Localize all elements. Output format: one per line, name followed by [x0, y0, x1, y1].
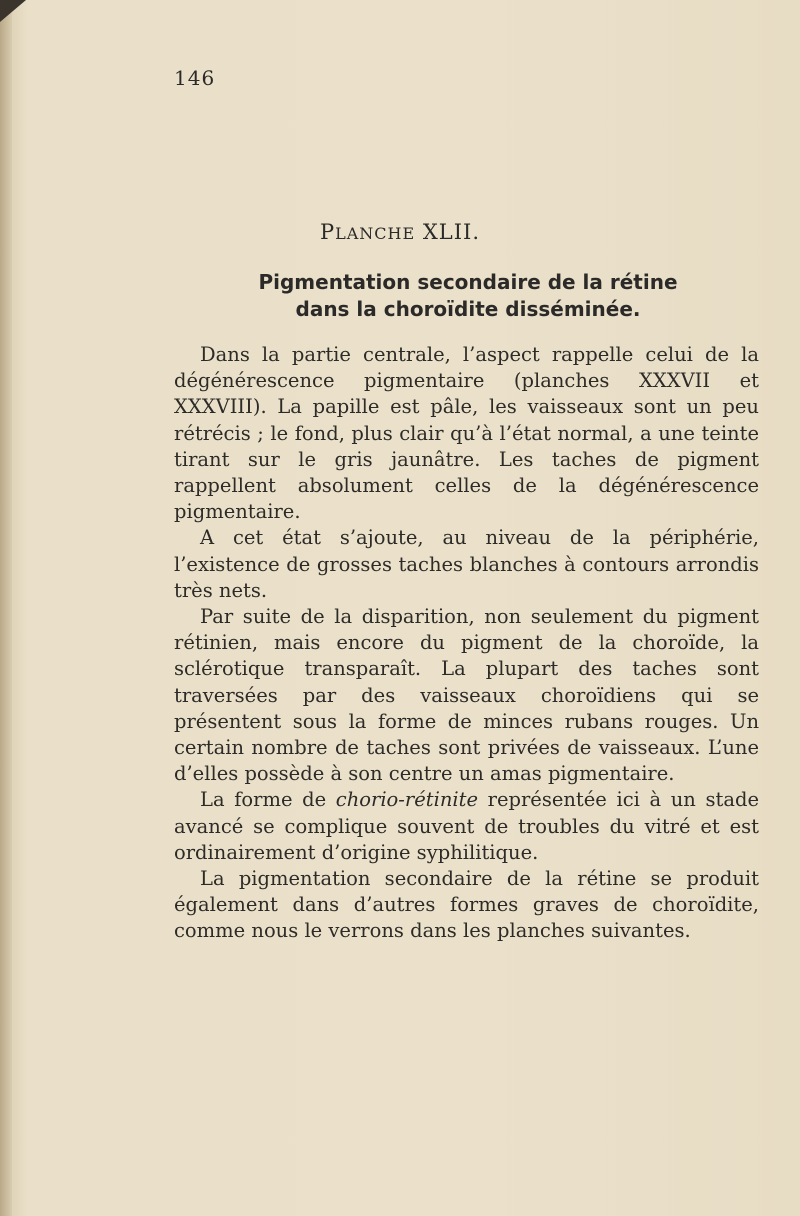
page-corner-mark: [0, 0, 26, 22]
paragraph-2: A cet état s’ajoute, au niveau de la périphérie, l’existence de grosses taches blanches à contours arrondis très nets.: [174, 526, 759, 602]
plate-heading: [0, 220, 800, 244]
plate-number: XLII.: [422, 220, 481, 244]
page-number: 146: [174, 66, 216, 90]
paragraph-5: La pigmentation secondaire de la rétine se produit également dans d’autres formes graves de choroïdite, comme nous le verrons dans les planches suivantes.: [174, 867, 759, 943]
body-text: [174, 342, 759, 945]
binding-edge: [0, 0, 12, 1216]
paragraph-4-end: représentée ici à un stade avancé se complique souvent de troubles du vitré et est ordinairement d’origine syphilitique.: [174, 788, 759, 864]
paragraph-3: Par suite de la disparition, non seulement du pigment rétinien, mais encore du pigment de la choroïde, la sclérotique transparaît. La plupart des taches sont traversées par des vaisseaux choroïdiens qui se présentent sous la forme de minces rubans rouges. Un certain nombre de taches sont privées de vaisseaux. L’une d’elles possède à son centre un amas pigmentaire.: [174, 605, 759, 786]
title-line-2: dans la choroïdite disséminée.: [295, 297, 641, 321]
title-line-1: Pigmentation secondaire de la rétine: [258, 270, 678, 294]
paragraph-4-italic-term: chorio-rétinite: [335, 788, 478, 812]
page-title: [0, 269, 800, 323]
paragraph-1: Dans la partie centrale, l’aspect rappelle celui de la dégénérescence pigmentaire (planches XXXVII et XXXVIII). La papille est pâle, les vaisseaux sont un peu rétrécis ; le fond, plus clair qu’à l’état normal, a une teinte tirant sur le gris jaunâtre. Les taches de pigment rappellent absolument celles de la dégénérescence pigmentaire.: [174, 343, 759, 524]
paragraph-4: [174, 787, 759, 866]
plate-word-rest: LANCHE: [335, 224, 416, 243]
paragraph-4-start: La forme de: [200, 788, 336, 812]
plate-word-initial: P: [319, 220, 336, 244]
